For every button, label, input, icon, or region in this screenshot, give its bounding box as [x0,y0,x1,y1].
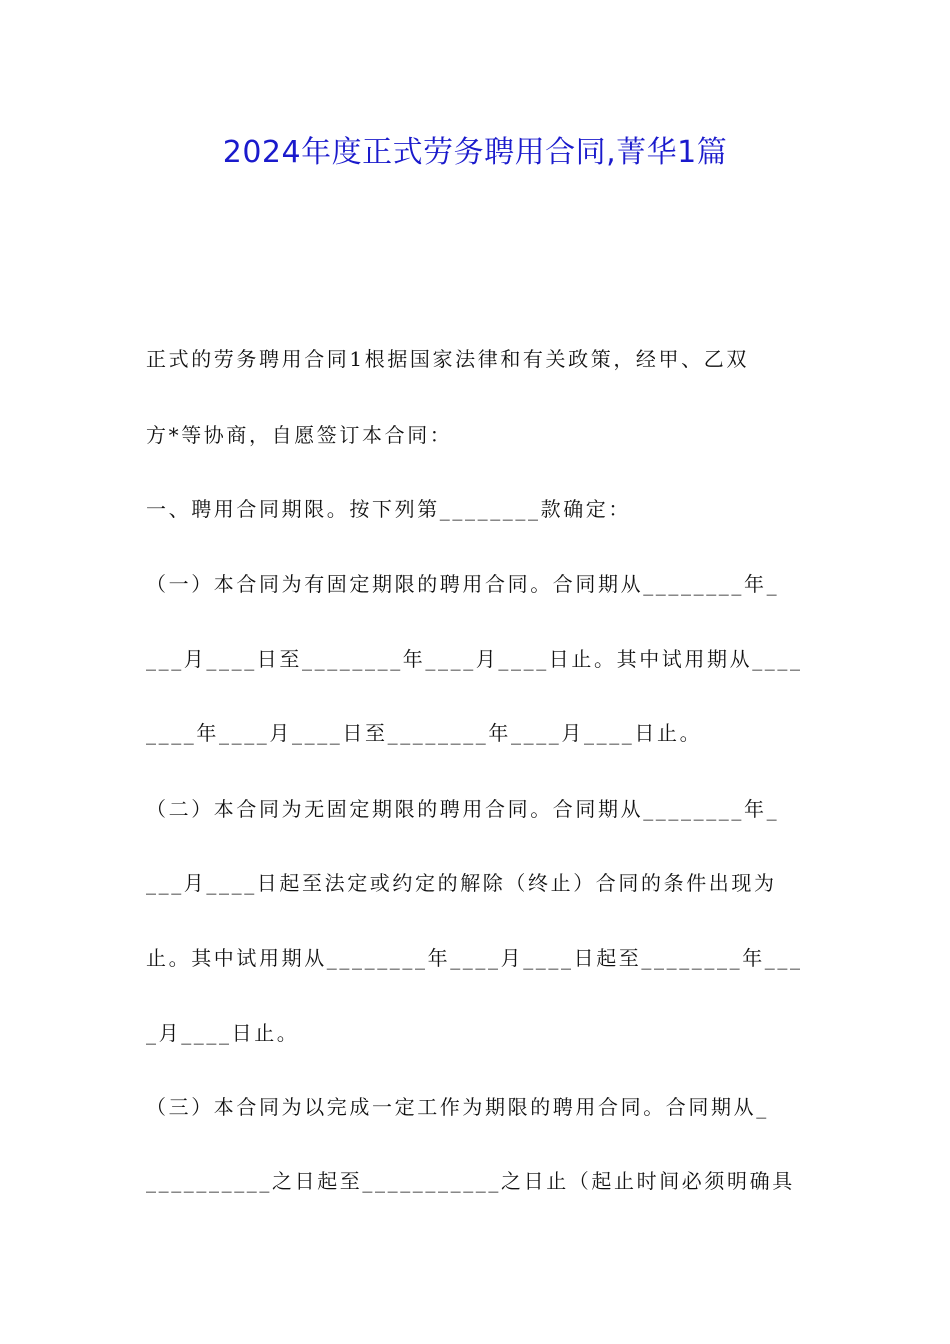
paragraph-line-11: （三）本合同为以完成一定工作为期限的聘用合同。合同期从_ [146,1095,769,1119]
paragraph-line-5: ___月____日至________年____月____日止。其中试用期从____ [146,647,803,671]
paragraph-line-8: ___月____日起至法定或约定的解除（终止）合同的条件出现为 [146,871,777,895]
paragraph-line-1: 正式的劳务聘用合同1根据国家法律和有关政策，经甲、乙双 [146,347,749,371]
paragraph-line-2: 方*等协商，自愿签订本合同： [146,423,453,447]
document-title: 2024年度正式劳务聘用合同,菁华1篇 [222,135,728,170]
paragraph-line-4: （一）本合同为有固定期限的聘用合同。合同期从________年_ [146,572,780,596]
paragraph-line-3: 一、聘用合同期限。按下列第________款确定： [146,497,631,521]
paragraph-line-9: 止。其中试用期从________年____月____日起至________年___ [146,946,803,970]
paragraph-line-7: （二）本合同为无固定期限的聘用合同。合同期从________年_ [146,797,780,821]
paragraph-line-12: __________之日起至___________之日止（起止时间必须明确具 [146,1169,795,1193]
paragraph-line-6: ____年____月____日至________年____月____日止。 [146,721,703,745]
paragraph-line-10: _月____日止。 [146,1021,300,1045]
